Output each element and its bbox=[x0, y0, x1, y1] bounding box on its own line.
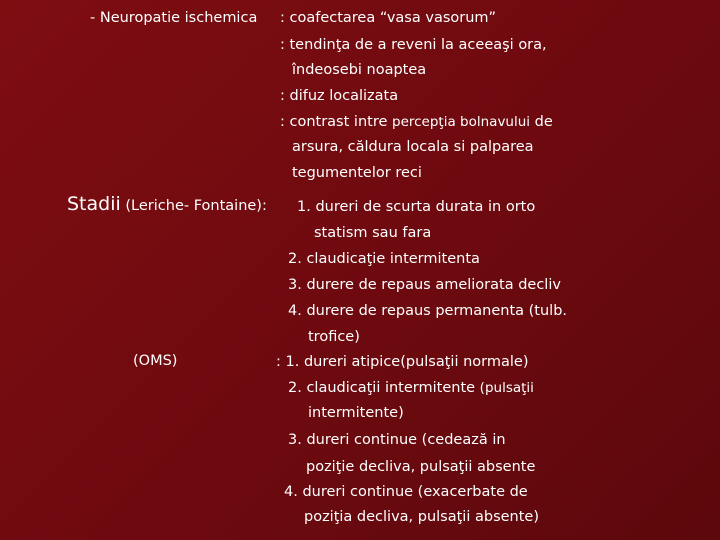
text-line-2: : tendinţa de a reveni la aceeaşi ora, bbox=[280, 37, 547, 53]
lf-item-1: 1. dureri de scurta durata in orto bbox=[297, 199, 536, 215]
oms-item-3-cont: poziţie decliva, pulsaţii absente bbox=[306, 459, 536, 475]
oms-item-1: : 1. dureri atipice(pulsaţii normale) bbox=[276, 354, 529, 370]
neuropatie-label: - Neuropatie ischemica bbox=[90, 10, 258, 26]
oms-label: (OMS) bbox=[133, 353, 178, 369]
lf-item-3: 3. durere de repaus ameliorata decliv bbox=[288, 277, 561, 293]
text-line-1: : coafectarea “vasa vasorum” bbox=[280, 10, 497, 26]
text-line-4: : difuz localizata bbox=[280, 88, 399, 104]
lf-item-1-cont: statism sau fara bbox=[314, 225, 432, 241]
stadii-heading: Stadii (Leriche- Fontaine): bbox=[67, 193, 267, 215]
text-line-7: tegumentelor reci bbox=[292, 165, 422, 181]
oms-item-2: 2. claudicaţii intermitente (pulsaţii bbox=[288, 380, 534, 396]
lf-item-4: 4. durere de repaus permanenta (tulb. bbox=[288, 303, 568, 319]
oms-item-4: 4. dureri continue (exacerbate de bbox=[284, 484, 528, 500]
text-line-3: îndeosebi noaptea bbox=[292, 62, 427, 78]
oms-item-4-cont: poziţia decliva, pulsaţii absente) bbox=[304, 509, 539, 525]
text-line-6: arsura, căldura locala si palparea bbox=[292, 139, 534, 155]
text-line-5: : contrast intre percepţia bolnavului de bbox=[280, 114, 553, 130]
lf-item-2: 2. claudicaţie intermitenta bbox=[288, 251, 480, 267]
oms-item-3: 3. dureri continue (cedează in bbox=[288, 432, 506, 448]
lf-item-4-cont: trofice) bbox=[308, 329, 360, 345]
oms-item-2-cont: intermitente) bbox=[308, 405, 404, 421]
